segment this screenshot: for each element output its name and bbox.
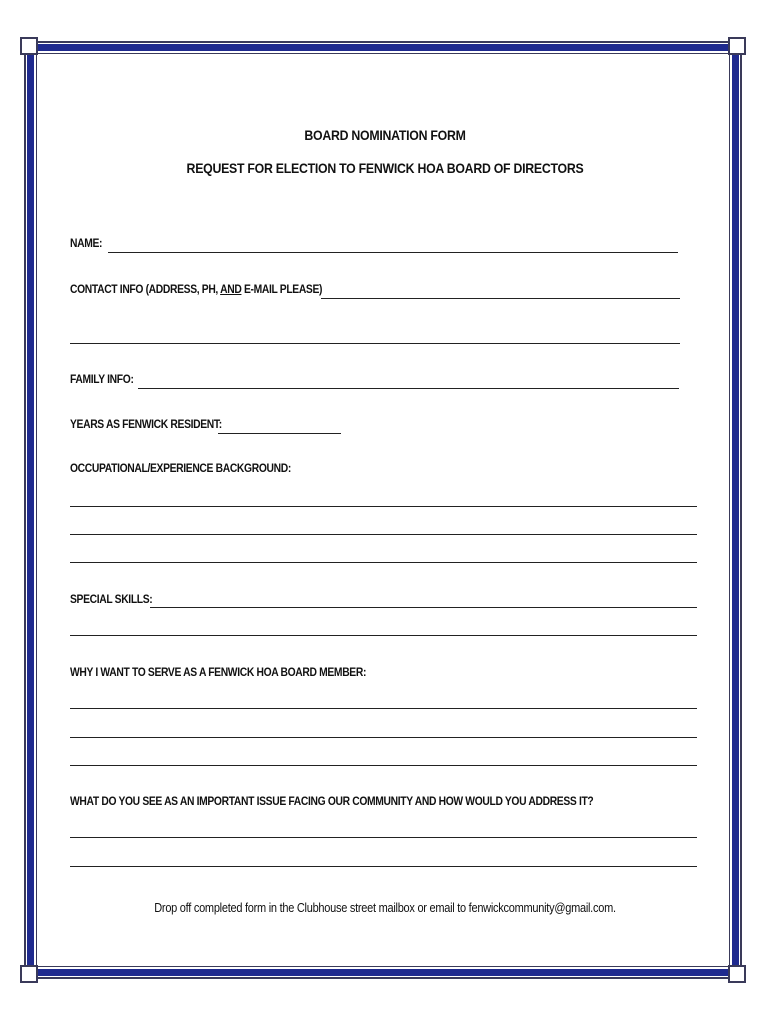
occupation-label: OCCUPATIONAL/EXPERIENCE BACKGROUND: — [70, 461, 291, 475]
occupation-field-line[interactable] — [70, 562, 697, 563]
skills-field[interactable] — [150, 607, 697, 608]
page-border — [24, 41, 742, 979]
contact-field-line-2[interactable] — [70, 343, 680, 344]
corner-ornament — [20, 965, 38, 983]
family-field[interactable] — [138, 388, 679, 389]
issue-label: WHAT DO YOU SEE AS AN IMPORTANT ISSUE FACING OUR COMMUNITY AND HOW WOULD YOU ADDRESS IT? — [70, 794, 594, 808]
why-field-line[interactable] — [70, 737, 697, 738]
why-label: WHY I WANT TO SERVE AS A FENWICK HOA BOARD MEMBER: — [70, 665, 367, 679]
footer-instructions: Drop off completed form in the Clubhouse street mailbox or email to fenwickcommunity@gmail.com. — [154, 901, 616, 915]
occupation-field-line[interactable] — [70, 506, 697, 507]
contact-label: CONTACT INFO (ADDRESS, PH, AND E-MAIL PLEASE) — [70, 282, 323, 296]
skills-label: SPECIAL SKILLS: — [70, 592, 153, 606]
occupation-field-line[interactable] — [70, 534, 697, 535]
name-label: NAME: — [70, 236, 103, 250]
corner-ornament — [728, 965, 746, 983]
name-field[interactable] — [108, 252, 678, 253]
skills-field-line-2[interactable] — [70, 635, 697, 636]
border-inner — [36, 53, 730, 967]
corner-ornament — [728, 37, 746, 55]
corner-ornament — [20, 37, 38, 55]
why-field-line[interactable] — [70, 765, 697, 766]
issue-field-line[interactable] — [70, 837, 697, 838]
form-subtitle: REQUEST FOR ELECTION TO FENWICK HOA BOARD OF DIRECTORS — [186, 160, 584, 176]
years-field[interactable] — [218, 433, 341, 434]
form-title: BOARD NOMINATION FORM — [304, 127, 466, 143]
contact-field[interactable] — [321, 298, 680, 299]
why-field-line[interactable] — [70, 708, 697, 709]
years-label: YEARS AS FENWICK RESIDENT: — [70, 417, 222, 431]
family-label: FAMILY INFO: — [70, 372, 134, 386]
issue-field-line[interactable] — [70, 866, 697, 867]
